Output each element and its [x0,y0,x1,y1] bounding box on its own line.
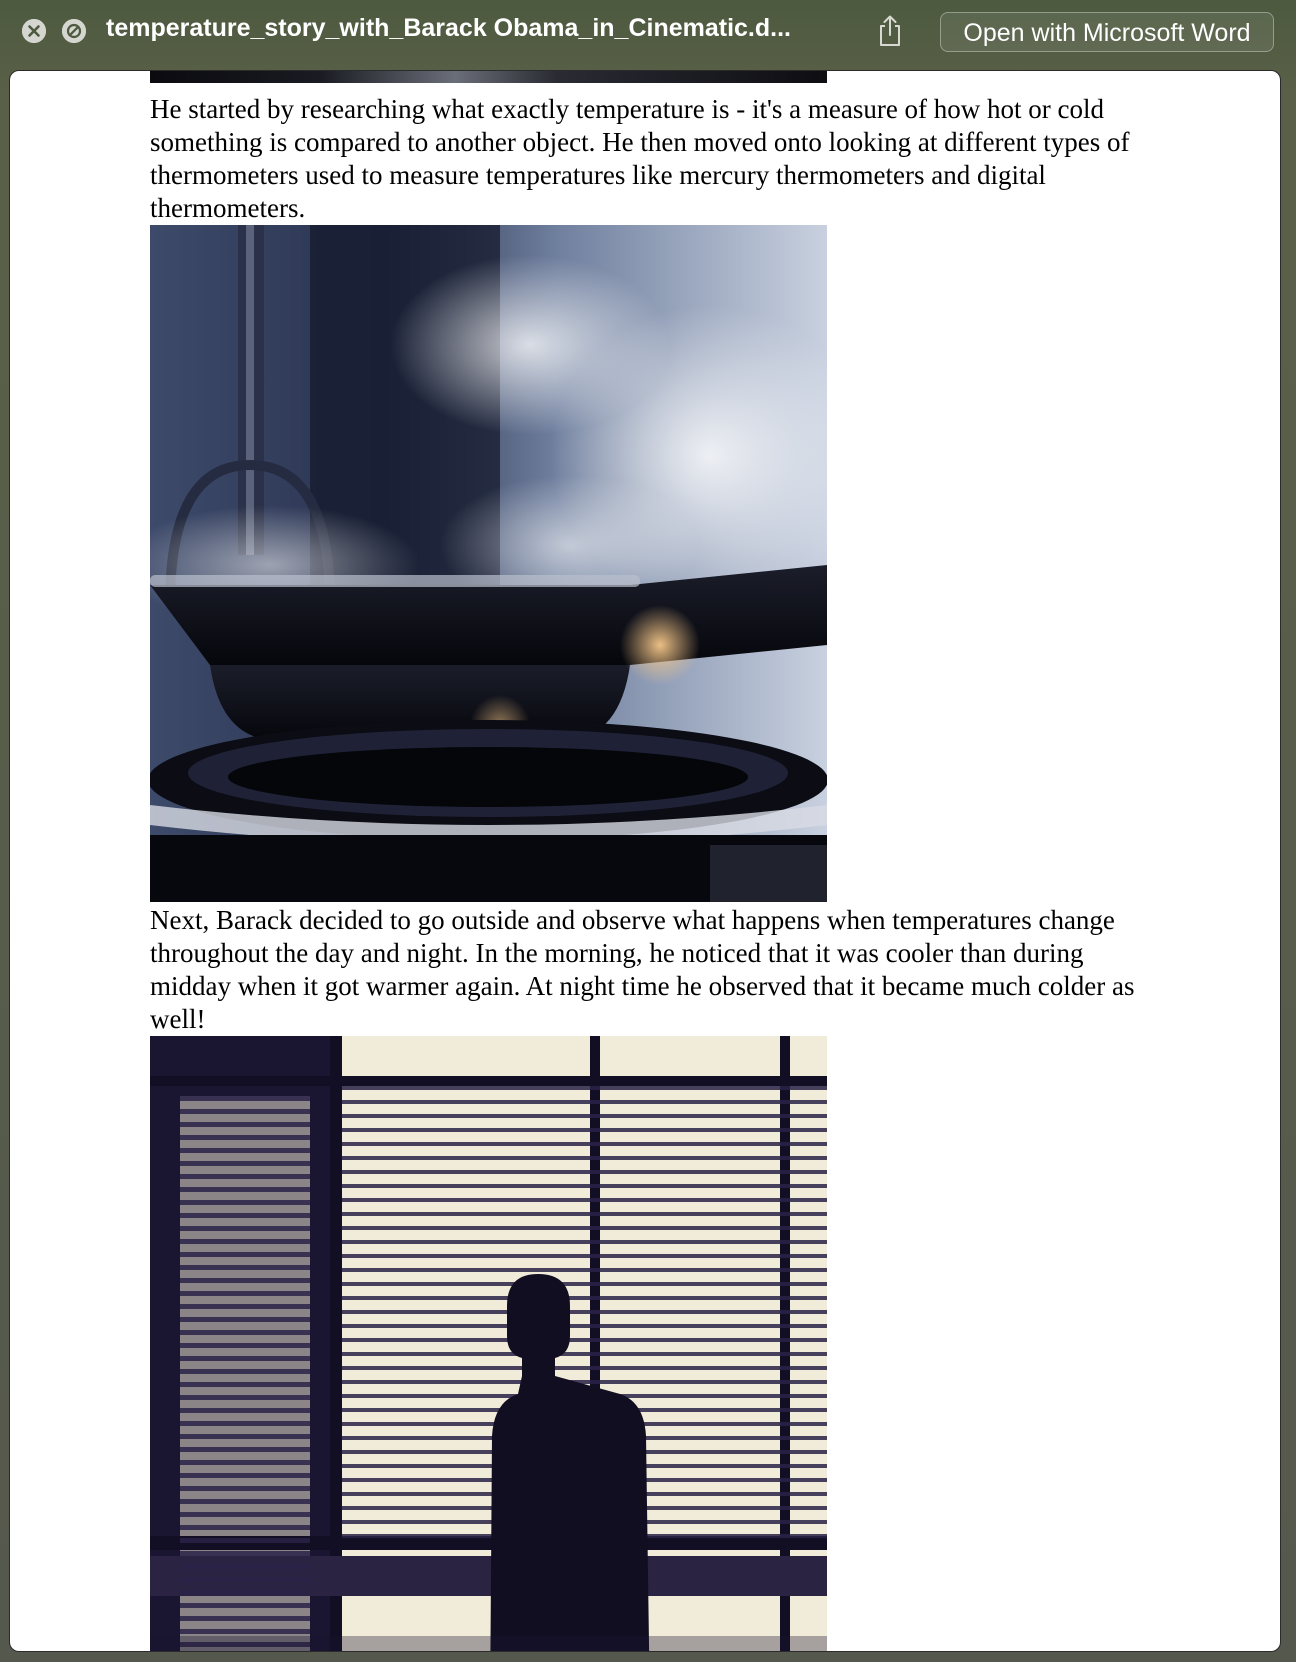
blind-slat [180,1122,310,1127]
blind-slat [180,1434,310,1439]
document-view[interactable] [9,70,1281,1652]
blind-slat [180,1382,310,1387]
blind-slat [342,1086,827,1090]
slash-circle-icon[interactable] [62,19,86,43]
blind-slat [342,1212,827,1216]
document-content [150,71,1170,1652]
blind-slat [342,1310,827,1314]
blind-slat [180,1239,310,1244]
blind-slat [180,1330,310,1335]
blind-slat [180,1499,310,1504]
story-paragraph: He started by researching what exactly temperature is - it's a measure of how hot or cold something is compared to another object. He then moved onto looking at different types of thermometers used to measure temperatures like mercury thermometers and digital thermometers. [150,94,1130,223]
blind-slat [342,1184,827,1188]
blind-slat [180,1148,310,1153]
blind-slat [180,1421,310,1426]
open-with-word-button[interactable]: Open with Microsoft Word [940,12,1274,52]
previous-image-bottom-edge [150,71,827,83]
blind-slat [180,1096,310,1101]
blind-slat [180,1395,310,1400]
blind-slat [180,1174,310,1179]
blind-slat [180,1187,310,1192]
blind-slat [180,1304,310,1309]
window-title: temperature_story_with_Barack Obama_in_Cinematic.d... [106,14,791,42]
blind-slat [180,1291,310,1296]
blind-slat [342,1282,827,1286]
blind-slat [180,1226,310,1231]
blind-slat [180,1551,310,1556]
blind-slat [180,1343,310,1348]
blind-slat [180,1512,310,1517]
blind-slat [342,1380,827,1384]
blind-slat [180,1603,310,1608]
blind-slat [342,1338,827,1342]
blind-slat [342,1142,827,1146]
blind-slat [342,1100,827,1104]
blind-slat [180,1460,310,1465]
blind-slat [180,1135,310,1140]
blind-slat [342,1268,827,1272]
blind-slat [342,1352,827,1356]
blind-slat [180,1317,310,1322]
blind-slat [180,1109,310,1114]
story-paragraph: Next, Barack decided to go outside and observe what happens when temperatures change throughout the day and night. In the morning, he noticed that it was cooler than during midday when it got warmer again. At night time he observed that it became much colder as well! [150,905,1135,1034]
title-bar [0,0,1296,64]
blind-slat [342,1170,827,1174]
blind-slat [342,1198,827,1202]
blind-slat [180,1616,310,1621]
blind-slat [342,1296,827,1300]
blind-slat [342,1366,827,1370]
blind-slat [180,1369,310,1374]
blind-slat [180,1356,310,1361]
blind-slat [180,1252,310,1257]
pan-on-stove-image [150,225,827,902]
blind-slat [342,1114,827,1118]
man-at-window-image [150,1036,827,1652]
blind-slat [180,1629,310,1634]
blind-slat [342,1254,827,1258]
blind-slat [180,1200,310,1205]
blind-slat [180,1161,310,1166]
share-icon[interactable] [876,14,904,48]
blind-slat [180,1265,310,1270]
blind-slat [180,1590,310,1595]
blind-slat [180,1525,310,1530]
blind-slat [342,1156,827,1160]
blind-slat [180,1473,310,1478]
blind-slat [342,1128,827,1132]
blind-slat [180,1564,310,1569]
blind-slat [180,1408,310,1413]
blind-slat [180,1538,310,1543]
blind-slat [180,1278,310,1283]
blind-slat [180,1213,310,1218]
blind-slat [342,1226,827,1230]
close-icon[interactable] [22,19,46,43]
blind-slat [342,1324,827,1328]
blind-slat [180,1447,310,1452]
blind-slat [342,1240,827,1244]
blind-slat [180,1577,310,1582]
blind-slat [180,1486,310,1491]
